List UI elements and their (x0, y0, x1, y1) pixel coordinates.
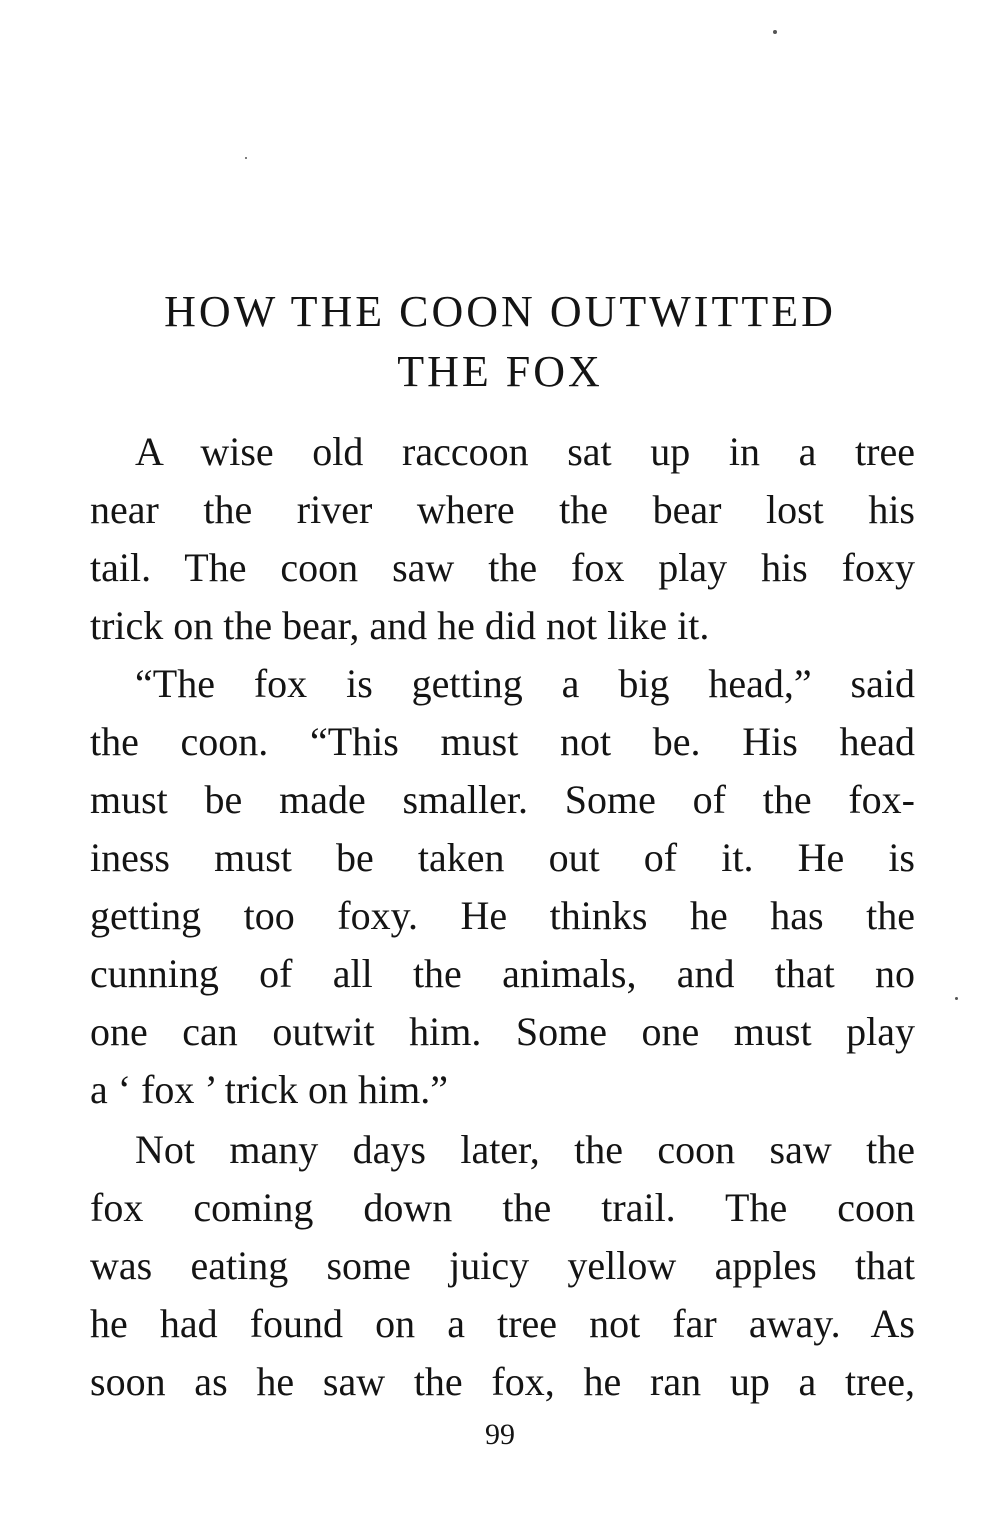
body-line: he had found on a tree not far away. As (90, 1301, 915, 1346)
body-line: near the river where the bear lost his (90, 487, 915, 532)
body-line: cunning of all the animals, and that no (90, 951, 915, 996)
body-line: “The fox is getting a big head,” said (135, 661, 915, 706)
print-speck (245, 157, 247, 159)
body-line: must be made smaller. Some of the fox- (90, 777, 915, 822)
body-line: iness must be taken out of it. He is (90, 835, 915, 880)
chapter-title-line-1: HOW THE COON OUTWITTED (164, 287, 836, 336)
body-line: a ‘ fox ’ trick on him.” (90, 1067, 449, 1112)
body-line: tail. The coon saw the fox play his foxy (90, 545, 915, 590)
body-line: A wise old raccoon sat up in a tree (135, 429, 915, 474)
body-line: Not many days later, the coon saw the (135, 1127, 915, 1172)
body-line: getting too foxy. He thinks he has the (90, 893, 915, 938)
print-speck (955, 997, 958, 1000)
page-number: 99 (485, 1418, 515, 1451)
body-line: was eating some juicy yellow apples that (90, 1243, 915, 1288)
chapter-title-line-2: THE FOX (397, 347, 603, 396)
body-line: fox coming down the trail. The coon (90, 1185, 915, 1230)
body-line: trick on the bear, and he did not like it. (90, 603, 710, 648)
body-line: one can outwit him. Some one must play (90, 1009, 915, 1054)
body-line: the coon. “This must not be. His head (90, 719, 915, 764)
body-line: soon as he saw the fox, he ran up a tree, (90, 1359, 915, 1404)
print-speck (773, 30, 777, 34)
